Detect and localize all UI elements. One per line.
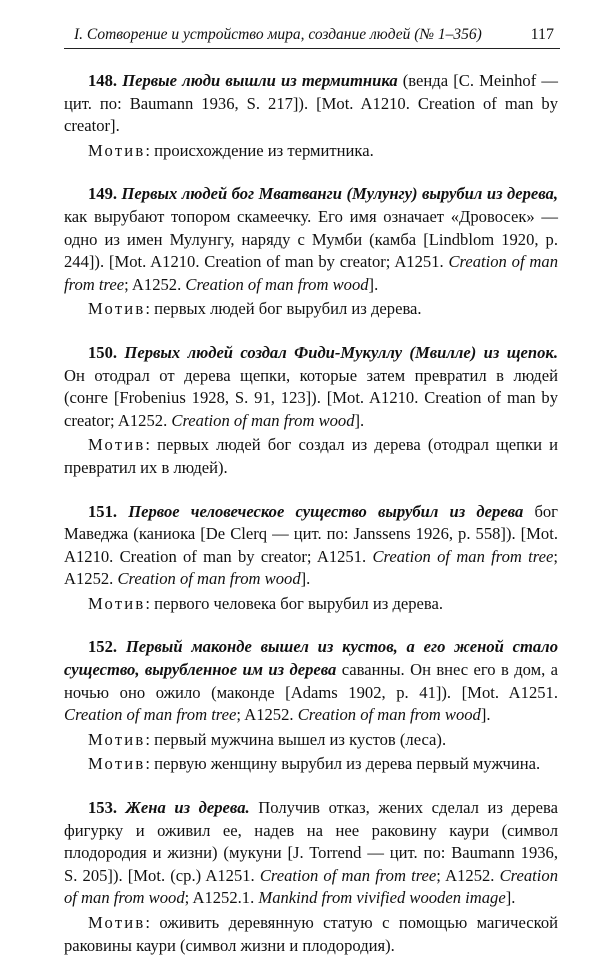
motif-text: первых людей бог создал из дерева (отодрал щепки и превратил их в людей). (64, 435, 558, 477)
entry-body: ]. (505, 888, 516, 908)
motif-line: Мотив: первую женщину вырубил из дерева первый мужчина. (88, 754, 541, 774)
entry-body: бог Маведжа (каниока [De Clerq — цит. по: Janssens 1926, p. 558]). [Mot. A1210. Creation of man by creator; A1251. (64, 501, 558, 566)
entry-title: Первый маконде вышел из кустов, а его женой стало существо, вырубленное им из дерева (64, 637, 558, 680)
entry-body: ]. (354, 410, 365, 430)
entry-body: ; A1252. (436, 865, 500, 885)
entry-title: Первых людей бог Мватванги (Мулунгу) вырубил из дерева, (121, 184, 558, 204)
motif-line: Мотив: первых людей бог создал из дерева (отодрал щепки и превратил их в людей). (64, 435, 558, 477)
entry-number: 153. (88, 798, 118, 818)
motif-line: Мотив: первых людей бог вырубил из дерева. (88, 299, 422, 319)
entry-text (64, 342, 558, 432)
motif-label: Мотив (88, 435, 146, 455)
entry-title: Жена из дерева. (125, 798, 250, 818)
running-header (64, 26, 560, 49)
motif-label: Мотив (88, 754, 146, 774)
entry-body: ]. (300, 569, 311, 589)
entry-body: ]. (368, 274, 379, 294)
entry-title: Первых людей создал Фиди-Мукуллу (Мвилле) из щепок. (124, 342, 558, 362)
motif-text: происхождение из термитника. (154, 140, 374, 160)
motif-label: Мотив (88, 593, 146, 613)
motif-text: оживить деревянную статую с помощью магической раковины каури (символ жизни и плодородия). (64, 913, 558, 955)
entry-text (64, 70, 558, 138)
motif-index-title: Mankind from vivified wooden image (258, 888, 506, 908)
entry-body: ]. (480, 705, 491, 725)
motif-label: Мотив (88, 729, 146, 749)
entry-body: ; A1252. (236, 705, 298, 725)
running-header-title: I. Сотворение и устройство мира, создание людей (№ 1–356) (74, 26, 482, 43)
page-number: 117 (530, 26, 554, 43)
motif-index-title: Creation of man from wood (64, 865, 558, 908)
entry-title: Первые люди вышли из термитника (122, 71, 398, 90)
entry-body: (венда [C. Meinhof — цит. по: Baumann 1936, S. 217]). [Mot. A1210. Creation of man by creator]. (64, 71, 558, 136)
entry-148 (64, 70, 558, 162)
entry-number: 150. (88, 342, 118, 362)
entry-title: Первое человеческое существо вырубил из дерева (128, 501, 524, 521)
motif-line: Мотив: оживить деревянную статую с помощью магической раковины каури (символ жизни и плодородия). (64, 913, 558, 955)
entry-152 (64, 636, 558, 776)
entry-body: ; A1252. (64, 546, 558, 589)
motif-line: Мотив: происхождение из термитника. (88, 140, 374, 160)
motif-index-title: Creation of man from tree (372, 546, 554, 566)
entry-number: 148. (88, 71, 118, 90)
motif-text: первую женщину вырубил из дерева первый мужчина. (154, 754, 541, 774)
entry-number: 152. (88, 637, 118, 657)
motif-index-title: Creation of man from wood (171, 410, 355, 430)
entry-body: Он отодрал от дерева щепки, которые затем превратил в людей (сонге [Frobenius 1928, S. 91, 123]). [Mot. A1210. Creation of man by creator; A1252. (64, 365, 558, 430)
entry-body: Получив отказ, жених сделал из дерева фигурку и оживил ее, надев на нее раковину каури (символ плодородия и жизни) (мукуни [J. Torrend — цит. по: Baumann 1936, S. 205]). [Mot. (ср.) A1251. (64, 798, 558, 885)
entry-text (64, 797, 558, 910)
entry-body: ; A1252. (124, 274, 186, 294)
motif-index-title: Creation of man from tree (64, 705, 237, 725)
entry-text (64, 636, 558, 726)
motif-text: первого человека бог вырубил из дерева. (154, 593, 444, 613)
entry-153 (64, 797, 558, 957)
entry-body: саванны. Он внес его в дом, а ночью оно ожило (маконде [Adams 1902, p. 41]). [Mot. A1251. (64, 660, 559, 702)
motif-line: Мотив: первый мужчина вышел из кустов (леса). (88, 729, 447, 749)
motif-label: Мотив (88, 140, 146, 160)
entry-150 (64, 342, 558, 480)
motif-index-title: Creation of man from wood (185, 274, 369, 294)
motif-text: первый мужчина вышел из кустов (леса). (154, 729, 447, 749)
motif-label: Мотив (88, 299, 146, 319)
entry-body: как вырубают топором скамеечку. Его имя означает «Дровосек» — одно из имен Мулунгу, наряду с Мумби (камба [Lindblom 1920, p. 244]). [Mot. A1210. Creation of man by creator; A1251. (64, 206, 558, 272)
entry-151 (64, 501, 558, 616)
motif-index-title: Creation of man from wood (297, 705, 481, 725)
entry-number: 151. (88, 501, 118, 521)
motif-index-title: Creation of man from tree (259, 865, 437, 885)
motif-index-title: Creation of man from wood (117, 569, 301, 589)
entry-149 (64, 183, 558, 321)
motif-label: Мотив (88, 913, 146, 932)
entry-body: ; A1252.1. (184, 888, 259, 908)
motif-index-title: Creation of man from tree (64, 252, 558, 294)
entry-number: 149. (88, 184, 118, 204)
entry-text (64, 183, 558, 296)
motif-text: первых людей бог вырубил из дерева. (154, 299, 422, 319)
entry-text (64, 501, 558, 591)
motif-line: Мотив: первого человека бог вырубил из дерева. (88, 593, 444, 613)
